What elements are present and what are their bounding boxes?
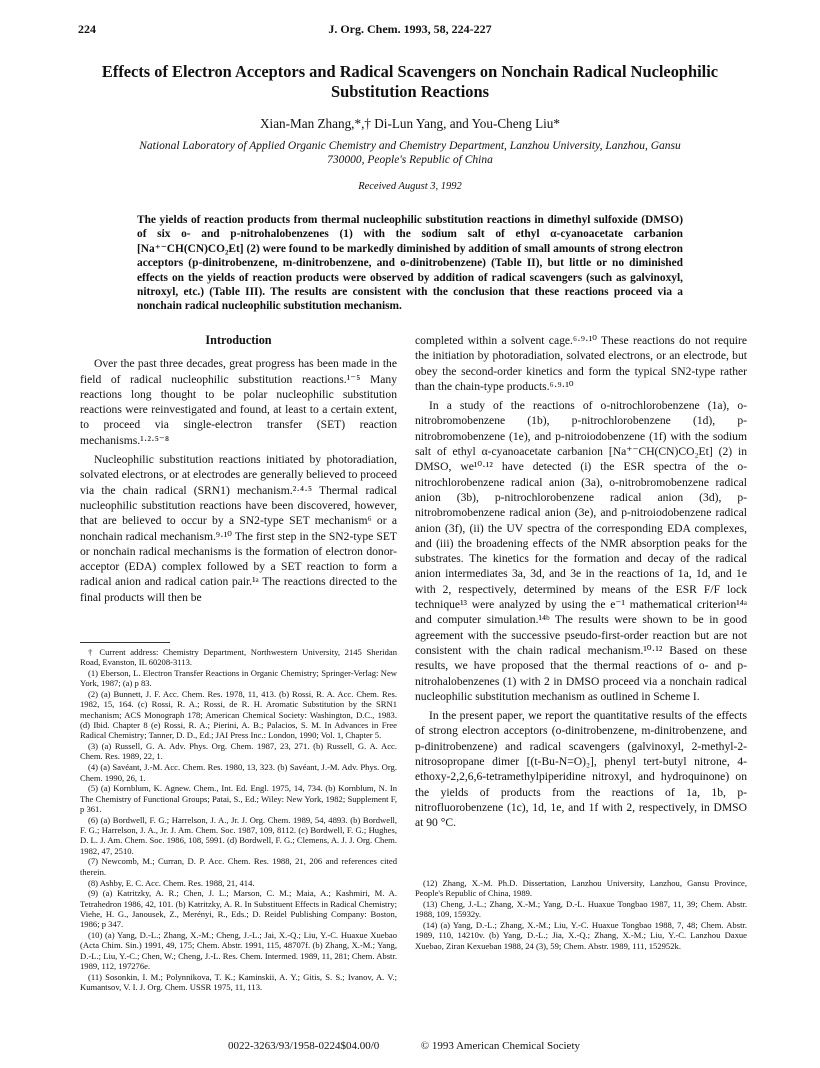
section-heading-introduction: Introduction — [205, 333, 272, 347]
footnote-divider — [80, 642, 170, 643]
received-date: Received August 3, 1992 — [358, 181, 462, 192]
footnote: (2) (a) Bunnett, J. F. Acc. Chem. Res. 1978, 11, 413. (b) Rossi, R. A. Acc. Chem. Res. 1982, 15, 164. (c) Rossi, R. A.; Rossi, de R. H. Aromatic Substitution by the SRN1 mechanism; ACS Monograph 178; American Chemical Society: Washington, D.C., 1983. (d) Ibid. Chapter 8 (e) Rossi, R. A.; Pierini, A. B.; Palacios, S. M. In Advances in Free Radical Chemistry; Tanner, D. D., Ed.; JAI Press Inc.: London, 1990; Vol. 1, Chapter 5. — [80, 689, 397, 741]
right-column — [415, 333, 747, 835]
footnote: (5) (a) Kornblum, K. Agnew. Chem., Int. Ed. Engl. 1975, 14, 734. (b) Kornblum, N. In The Chemistry of Functional Groups; Patai, S., Ed.; Wiley: New York, 1982; Supplement F, p 361. — [80, 783, 397, 814]
article-title: Effects of Electron Acceptors and Radical Scavengers on Nonchain Radical Nucleophilic Substitution Reactions — [101, 62, 719, 101]
copyright-notice: © 1993 American Chemical Society — [420, 1040, 580, 1052]
affiliation: National Laboratory of Applied Organic Chemistry and Chemistry Department, Lanzhou University, Lanzhou, Gansu 730000, People's Republic of China — [139, 140, 681, 166]
author-list: Xian-Man Zhang,*,† Di-Lun Yang, and You-Cheng Liu* — [260, 116, 560, 131]
journal-citation: J. Org. Chem. 1993, 58, 224-227 — [328, 22, 492, 36]
body-paragraph: Nucleophilic substitution reactions initiated by photoradiation, solvated electrons, or at electrodes are generally believed to proceed via the chain radical (SRN1) mechanism.²·⁴·⁵ Thermal radical nucleophilic substitution reactions have been discovered, however, that are believed to occur by a SN2-type SET mechanism⁶ or a nonchain radical mechanism.⁹·¹⁰ The first step in the SN2-type SET or nonchain radical mechanisms is the formation of electron donor-acceptor (EDA) complex followed by a SET reaction to form a radical anion and radical cation pair.¹ᵃ The reactions directed to the final products will then be — [80, 453, 397, 604]
footnote: (14) (a) Yang, D.-L.; Zhang, X.-M.; Liu, Y.-C. Huaxue Tongbao 1988, 7, 48; Chem. Abstr. 1989, 110, 14210v. (b) Yang, D.-L.; Jia, X.-Q.; Zhang, X.-M.; Liu, Y.-C. Lanzhou Daxue Xuebao, Ziran Kexueban 1988, 24 (3), 59; Chem. Abstr. 1989, 111, 152952k. — [415, 920, 747, 951]
footnotes-right — [415, 878, 747, 952]
footnote: (3) (a) Russell, G. A. Adv. Phys. Org. Chem. 1987, 23, 271. (b) Russell, G. A. Acc. Chem. Res. 1989, 22, 1. — [80, 741, 397, 762]
footnote: † Current address: Chemistry Department, Northwestern University, 2145 Sheridan Road, Evanston, IL 60208-3113. — [80, 647, 397, 668]
footnote: (7) Newcomb, M.; Curran, D. P. Acc. Chem. Res. 1988, 21, 206 and references cited therein. — [80, 856, 397, 877]
running-header — [78, 22, 742, 40]
body-paragraph: completed within a solvent cage.⁶·⁹·¹⁰ These reactions do not require the initiation by photoradiation, solvated electrons, or an electrode, but obey the second-order kinetics and form the typical SN2-type rather than the chain-type products.⁶·⁹·¹⁰ — [415, 334, 747, 393]
article-code: 0022-3263/93/1958-0224$04.00/0 — [228, 1040, 380, 1052]
footnote: (4) (a) Savéant, J.-M. Acc. Chem. Res. 1980, 13, 323. (b) Savéant, J.-M. Adv. Phys. Org. Chem. 1990, 26, 1. — [80, 762, 397, 783]
left-column — [80, 333, 397, 609]
footnotes-left — [80, 642, 397, 993]
body-paragraph: In a study of the reactions of o-nitrochlorobenzene (1a), o-nitrobromobenzene (1b), p-nitrochlorobenzene (1d), p-nitrobromobenzene (1e), and p-nitroiodobenzene (1f) with the sodium salt of ethyl α-cyanoacetate carbanion [Na⁺⁻CH(CN)CO₂Et] (2) in DMSO, we¹⁰·¹² have detected (i) the ESR spectra of the o-nitrochlorobenzene radical anion (3a), o-nitrobromobenzene radical anion (3b), p-nitrochlorobenzene radical anion (3d), p-nitrobromobenzene radical anion (3e), and p-nitroiodobenzene radical anion (3f), (ii) the UV spectra of the corresponding EDA complexes, and (iii) the broadening effects of the NMR absorption peaks for the substrates. The kinetics for the formation and decay of the radical anion intermediates 3a, 3d, and 3e in the reactions of 1a, 1d, and 1e with 2, respectively, determined by means of the ESR F/F lock technique¹³ were analyzed by using the e⁻¹ mathematical criterion¹⁴ᵃ and computer simulation.¹⁴ᵇ The results were shown to be in good agreement with the successive pseudo-first-order reaction but are not consistent with the chain radical mechanism.¹⁰·¹² Based on these results, we have proposed that the thermal reactions of o- and p-nitrohalobenzenes (1) with 2 in DMSO proceed via a nonchain radical nucleophilic substitution mechanism as outlined in Scheme I. — [415, 399, 747, 703]
body-paragraph: In the present paper, we report the quantitative results of the effects of strong electron acceptors (o-dinitrobenzene, m-dinitrobenzene, and p-dinitrobenzene) and radical scavengers (galvinoxyl, 2-methyl-2-nitrosopropane dimer [(t-Bu-N=O)₂], phenyl tert-butyl nitrone, 4-ethoxy-2,2,6,6-tetramethylpiperidine nitroxyl, and hydroquinone) on the yields of products from the reactions of 1a, 1b, p-nitrofluorobenzene (1c), 1d, 1e, and 1f with 2, respectively, in DMSO at 90 °C. — [415, 709, 747, 830]
footnote: (1) Eberson, L. Electron Transfer Reactions in Organic Chemistry; Springer-Verlag: New York, 1987; (a) p 83. — [80, 668, 397, 689]
footnote: (12) Zhang, X.-M. Ph.D. Dissertation, Lanzhou University, Lanzhou, Gansu Province, People's Republic of China, 1989. — [415, 878, 747, 899]
page-number: 224 — [78, 22, 96, 36]
footnote: (10) (a) Yang, D.-L.; Zhang, X.-M.; Cheng, J.-L.; Jai, X.-Q.; Liu, Y.-C. Huaxue Xuebao (Acta Chim. Sin.) 1991, 49, 175; Chem. Abstr. 1991, 115, 48707f. (b) Zhang, X.-M.; Yang, D.-L.; Liu, Y.-C.; Chen, W.; Cheng, J.-L. Res. Chem. Intermed. 1989, 11, 281; Chem. Abstr. 1989, 112, 197276e. — [80, 930, 397, 971]
footnote: (8) Ashby, E. C. Acc. Chem. Res. 1988, 21, 414. — [88, 877, 255, 888]
footnote: (6) (a) Bordwell, F. G.; Harrelson, J. A., Jr. J. Org. Chem. 1989, 54, 4893. (b) Bordwell, F. G.; Harrelson, J. A., Jr. J. Am. Chem. Soc. 1987, 109, 8112. (c) Bordwell, F. G.; Hughes, D. L. J. Am. Chem. Soc. 1986, 108, 5991. (d) Bordwell, F. G.; Clemens, A. J. J. Org. Chem. 1982, 47, 2510. — [80, 814, 397, 856]
footnote: (13) Cheng, J.-L.; Zhang, X.-M.; Yang, D.-L. Huaxue Tongbao 1987, 11, 39; Chem. Abstr. 1988, 109, 15932y. — [415, 899, 747, 920]
body-paragraph: Over the past three decades, great progress has been made in the field of radical nucleophilic substitution reactions.¹⁻⁵ Many reactions long thought to be polar nucleophilic substitution reactions were reinvestigated and found, at least to a certain extent, to proceed via single-electron transfer (SET) reaction mechanisms.¹·²·⁵⁻⁸ — [80, 357, 397, 447]
footnote: (9) (a) Katritzky, A. R.; Chen, J. L.; Marson, C. M.; Maia, A.; Kashmiri, M. A. Tetrahedron 1986, 42, 101. (b) Katritzky, A. R. In Substituent Effects in Radical Chemistry; Viehe, H. G., Janousek, Z., Merényi, R., Eds.; D. Reidel Publishing Company: Boston, 1986; p 347. — [80, 888, 397, 930]
abstract: The yields of reaction products from thermal nucleophilic substitution reactions in dimethyl sulfoxide (DMSO) of six o- and p-nitrohalobenzenes (1) with the sodium salt of ethyl α-cyanoacetate carbanion [Na⁺⁻CH(CN)CO₂Et] (2) were found to be markedly diminished by addition of small amounts of strong electron acceptors (p-dinitrobenzene, m-dinitrobenzene, and o-dinitrobenzene) (Table II), but little or no diminished effects on the yields of reaction products were observed by addition of radical scavengers (such as galvinoxyl, nitroxyl, etc.) (Table III). The results are consistent with the conclusion that these reactions proceed via a nonchain radical nucleophilic substitution mechanism. — [137, 214, 683, 313]
footnote: (11) Sosonkin, I. M.; Polynnikova, T. K.; Kaminskii, A. Y.; Gitis, S. S.; Ivanov, A. V.; Kumantsov, V. I. J. Org. Chem. USSR 1975, 11, 113. — [80, 971, 397, 992]
